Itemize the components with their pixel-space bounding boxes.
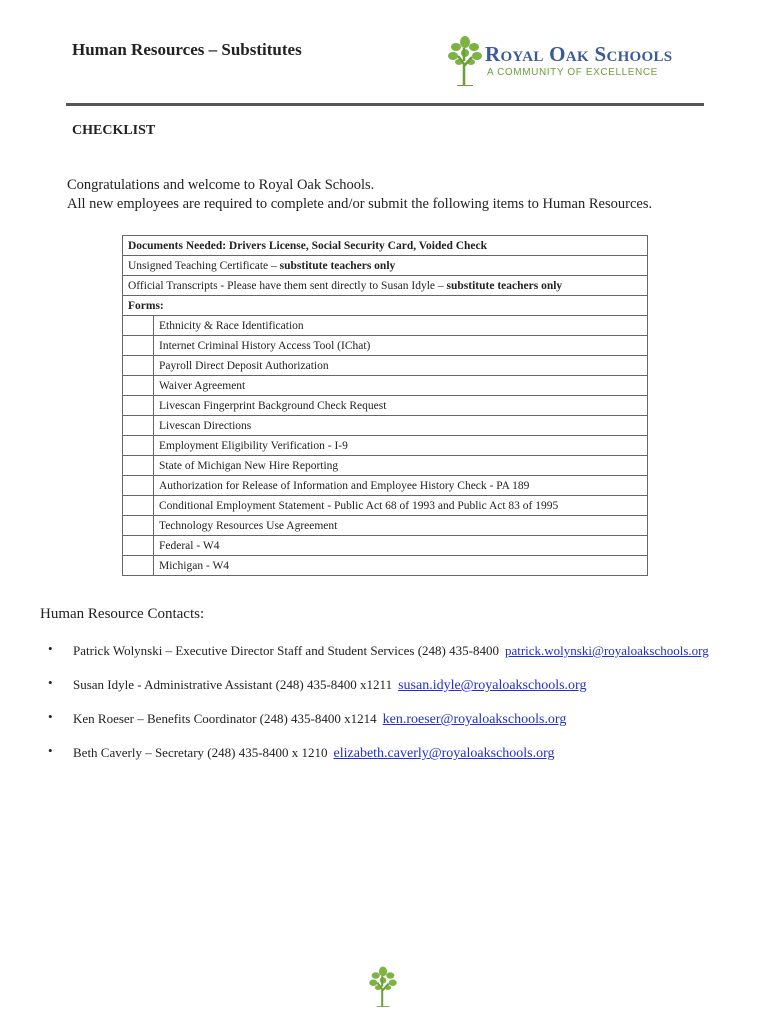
bullet-icon: • [48,743,53,758]
header-divider [66,103,704,106]
form-item: State of Michigan New Hire Reporting [154,456,648,476]
transcripts-note: substitute teachers only [446,279,563,292]
contact-text [73,745,555,762]
contact-email-link[interactable]: elizabeth.caverly@royaloakschools.org [333,746,555,761]
contact-item [42,709,762,743]
form-item: Livescan Fingerprint Background Check Request [154,396,648,416]
forms-label: Forms: [123,296,648,316]
form-item: Ethnicity & Race Identification [154,316,648,336]
table-row [123,296,648,316]
form-item: Technology Resources Use Agreement [154,516,648,536]
contact-details: Susan Idyle - Administrative Assistant (248) 435-8400 x1211 [73,677,393,692]
table-row [123,536,648,556]
table-row [123,496,648,516]
logo-name: Royal Oak Schools [485,42,673,66]
transcripts-cell [123,276,648,296]
intro-line-1: Congratulations and welcome to Royal Oak Schools. [67,177,375,193]
teaching-cert-cell [123,256,648,276]
contact-item [42,675,762,709]
table-row [123,316,648,336]
form-indent-cell [123,336,154,356]
contact-details: Patrick Wolynski – Executive Director Staff and Student Services (248) 435-8400 [73,643,499,658]
royal-oak-schools-logo [447,34,697,86]
teaching-cert-label: Unsigned Teaching Certificate – [128,259,280,272]
form-indent-cell [123,416,154,436]
table-row [123,436,648,456]
form-item: Federal - W4 [154,536,648,556]
form-item: Payroll Direct Deposit Authorization [154,356,648,376]
form-indent-cell [123,356,154,376]
table-row [123,356,648,376]
contact-details: Ken Roeser – Benefits Coordinator (248) 435-8400 x1214 [73,711,377,726]
contacts-list [42,641,762,777]
bullet-icon: • [48,709,53,724]
teaching-cert-note: substitute teachers only [279,259,396,272]
checklist-heading: CHECKLIST [72,123,156,138]
form-item: Internet Criminal History Access Tool (IChat) [154,336,648,356]
intro-text [67,176,652,214]
form-item: Conditional Employment Statement - Public Act 68 of 1993 and Public Act 83 of 1995 [154,496,648,516]
table-row [123,236,648,256]
form-item: Waiver Agreement [154,376,648,396]
contact-item [42,641,762,675]
table-row [123,476,648,496]
contact-text [73,643,709,659]
transcripts-label: Official Transcripts - Please have them sent directly to Susan Idyle – [128,279,447,292]
contact-item [42,743,762,777]
form-indent-cell [123,516,154,536]
table-row [123,256,648,276]
form-indent-cell [123,456,154,476]
form-item: Authorization for Release of Information and Employee History Check - PA 189 [154,476,648,496]
form-indent-cell [123,316,154,336]
page-title: Human Resources – Substitutes [72,40,302,59]
table-row [123,456,648,476]
form-indent-cell [123,376,154,396]
table-row [123,556,648,576]
documents-needed-cell: Documents Needed: Drivers License, Social Security Card, Voided Check [123,236,648,256]
form-indent-cell [123,436,154,456]
form-indent-cell [123,476,154,496]
contact-email-link[interactable]: susan.idyle@royaloakschools.org [398,678,587,693]
form-item: Michigan - W4 [154,556,648,576]
oak-tree-icon [447,34,483,86]
bullet-icon: • [48,675,53,690]
checklist-table [122,235,648,576]
footer-tree-icon [367,965,399,1007]
table-row [123,516,648,536]
form-item: Livescan Directions [154,416,648,436]
form-indent-cell [123,536,154,556]
form-indent-cell [123,496,154,516]
contact-email-link[interactable]: patrick.wolynski@royaloakschools.org [504,643,709,658]
contact-text [73,677,586,694]
contacts-heading: Human Resource Contacts: [40,606,205,622]
form-item: Employment Eligibility Verification - I-9 [154,436,648,456]
contact-email-link[interactable]: ken.roeser@royaloakschools.org [382,712,567,727]
logo-tagline: A COMMUNITY OF EXCELLENCE [487,67,658,78]
table-row [123,276,648,296]
bullet-icon: • [48,641,53,656]
table-row [123,416,648,436]
table-row [123,376,648,396]
table-row [123,396,648,416]
table-row [123,336,648,356]
contact-text [73,711,566,728]
intro-line-2: All new employees are required to complete and/or submit the following items to Human Resources. [67,196,653,212]
contact-details: Beth Caverly – Secretary (248) 435-8400 x 1210 [73,745,328,760]
form-indent-cell [123,396,154,416]
form-indent-cell [123,556,154,576]
